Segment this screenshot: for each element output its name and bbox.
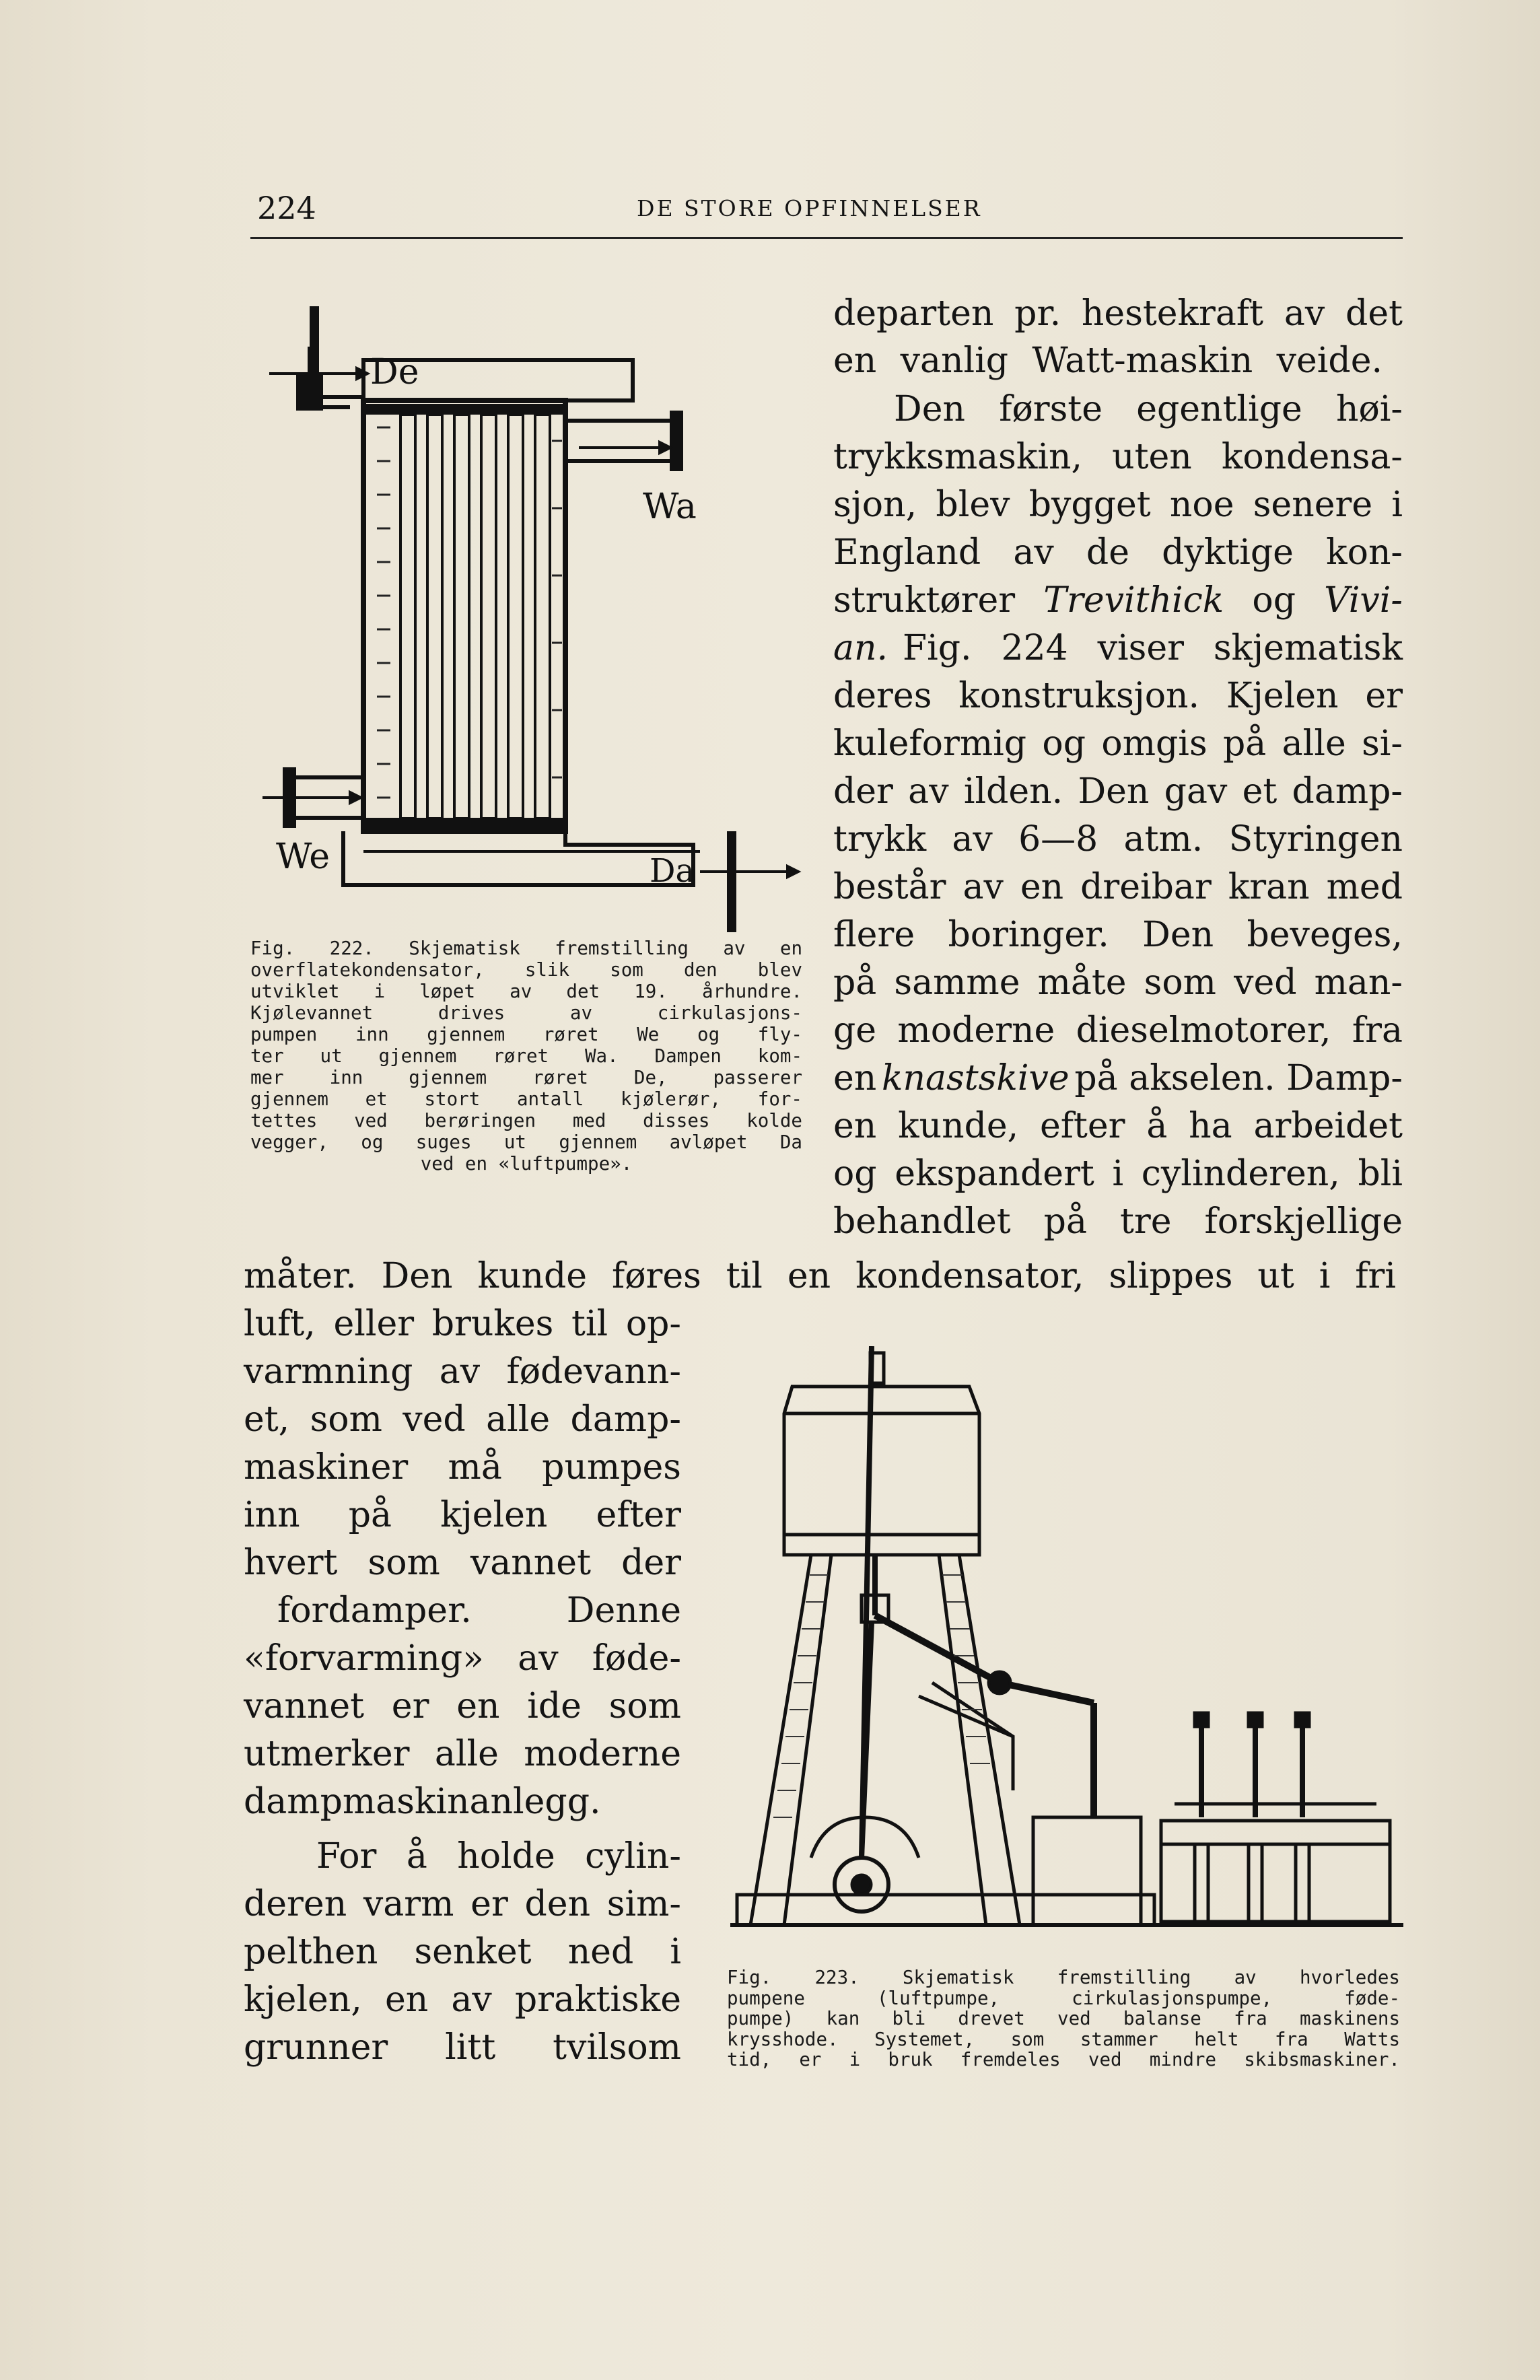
body-line: varmning av fødevann- (244, 1352, 681, 1392)
page-number: 224 (257, 190, 316, 226)
name-trevithick: Trevithick (1043, 580, 1224, 621)
body-word: en (833, 1058, 877, 1098)
body-line: kjelen, en av praktiske (244, 1980, 681, 2020)
body-line-trevithick (833, 580, 1403, 621)
term-knastskive: knastskive (882, 1058, 1070, 1098)
body-word: på akselen. Damp- (1074, 1058, 1403, 1098)
body-line-knastskive (833, 1058, 1403, 1098)
caption-line: utviklet i løpet av det 19. århundre. (250, 981, 802, 1002)
caption-line: krysshode. Systemet, som stammer helt fra Watts (727, 2028, 1400, 2050)
caption-line: gjennem et stort antall kjølerør, for- (250, 1088, 802, 1110)
body-line: inn på kjelen efter (244, 1495, 681, 1535)
figure-223-caption (727, 1967, 1400, 2070)
body-line: utmerker alle moderne (244, 1734, 681, 1774)
caption-line: mer inn gjennem røret De, passerer (250, 1067, 802, 1088)
figure-223-pump-diagram (730, 1346, 1403, 1945)
body-line: deren varm er den sim- (244, 1884, 681, 1924)
body-line: behandlet på tre forskjellige (833, 1201, 1403, 1242)
body-line: flere boringer. Den beveges, (833, 915, 1403, 955)
name-vivian-part: Vivi- (1324, 580, 1403, 621)
body-word: Fig. 224 viser skjematisk (903, 628, 1403, 668)
body-line: maskiner må pumpes (244, 1447, 681, 1488)
body-line: en vanlig Watt-maskin veide. (833, 341, 1382, 381)
caption-line: overflatekondensator, slik som den blev (250, 959, 802, 981)
body-word: struktører (833, 580, 1016, 621)
body-line: departen pr. hestekraft av det (833, 293, 1403, 334)
body-line: hvert som vannet der (244, 1543, 681, 1583)
body-line: Den første egentlige høi- (894, 389, 1403, 429)
body-line: et, som ved alle damp- (244, 1399, 681, 1440)
label-de: De (370, 352, 419, 392)
running-title: DE STORE OPFINNELSER (637, 195, 982, 221)
body-line: fordamper. Denne (277, 1590, 681, 1631)
body-line: en kunde, efter å ha arbeidet (833, 1106, 1403, 1146)
label-we: We (276, 837, 330, 877)
body-line: pelthen senket ned i (244, 1932, 681, 1972)
body-line: og ekspandert i cylinderen, bli (833, 1154, 1403, 1194)
body-line-full: måter. Den kunde føres til en kondensator, slippes ut i fri (244, 1256, 1396, 1296)
body-line: For å holde cylin- (316, 1836, 681, 1877)
caption-line: tid, er i bruk fremdeles ved mindre skibsmaskiner. (727, 2049, 1400, 2070)
body-line: trykksmaskin, uten kondensa- (833, 437, 1403, 477)
body-line: består av en dreibar kran med (833, 867, 1403, 907)
body-line: dampmaskinanlegg. (244, 1782, 601, 1822)
body-line: på samme måte som ved man- (833, 963, 1403, 1003)
body-line: deres konstruksjon. Kjelen er (833, 676, 1403, 716)
body-line: ge moderne dieselmotorer, fra (833, 1010, 1403, 1051)
caption-line: Kjølevannet drives av cirkulasjons- (250, 1002, 802, 1024)
caption-line: Fig. 222. Skjematisk fremstilling av en (250, 938, 802, 959)
figure-222-condenser-diagram (256, 306, 821, 936)
caption-line: pumpe) kan bli drevet ved balanse fra maskinens (727, 2008, 1400, 2029)
body-line: England av de dyktige kon- (833, 532, 1403, 573)
body-line: vannet er en ide som (244, 1686, 681, 1726)
body-line: der av ilden. Den gav et damp- (833, 771, 1403, 812)
caption-line: Fig. 223. Skjematisk fremstilling av hvorledes (727, 1967, 1400, 1988)
label-wa: Wa (643, 487, 697, 527)
body-word: og (1252, 580, 1296, 621)
body-line-fig224 (833, 628, 1403, 668)
body-line: sjon, blev bygget noe senere i (833, 485, 1403, 525)
caption-line: tettes ved berøringen med disses kolde (250, 1110, 802, 1131)
caption-line: ved en «luftpumpe». (420, 1153, 633, 1175)
label-da: Da (650, 852, 695, 890)
body-line: luft, eller brukes til op- (244, 1304, 681, 1344)
caption-line: ter ut gjennem røret Wa. Dampen kom- (250, 1045, 802, 1067)
caption-line: pumpen inn gjennem røret We og fly- (250, 1024, 802, 1045)
body-line: grunner litt tvilsom (244, 2027, 681, 2068)
name-vivian-end: an. (833, 628, 888, 668)
body-line: kuleformig og omgis på alle si- (833, 724, 1403, 764)
header-rule (250, 237, 1403, 239)
figure-222-caption (250, 938, 802, 1175)
body-line: «forvarming» av føde- (244, 1638, 681, 1679)
caption-line: pumpene (luftpumpe, cirkulasjonspumpe, føde- (727, 1987, 1400, 2009)
body-line: trykk av 6—8 atm. Styringen (833, 819, 1403, 860)
caption-line: vegger, og suges ut gjennem avløpet Da (250, 1131, 802, 1153)
